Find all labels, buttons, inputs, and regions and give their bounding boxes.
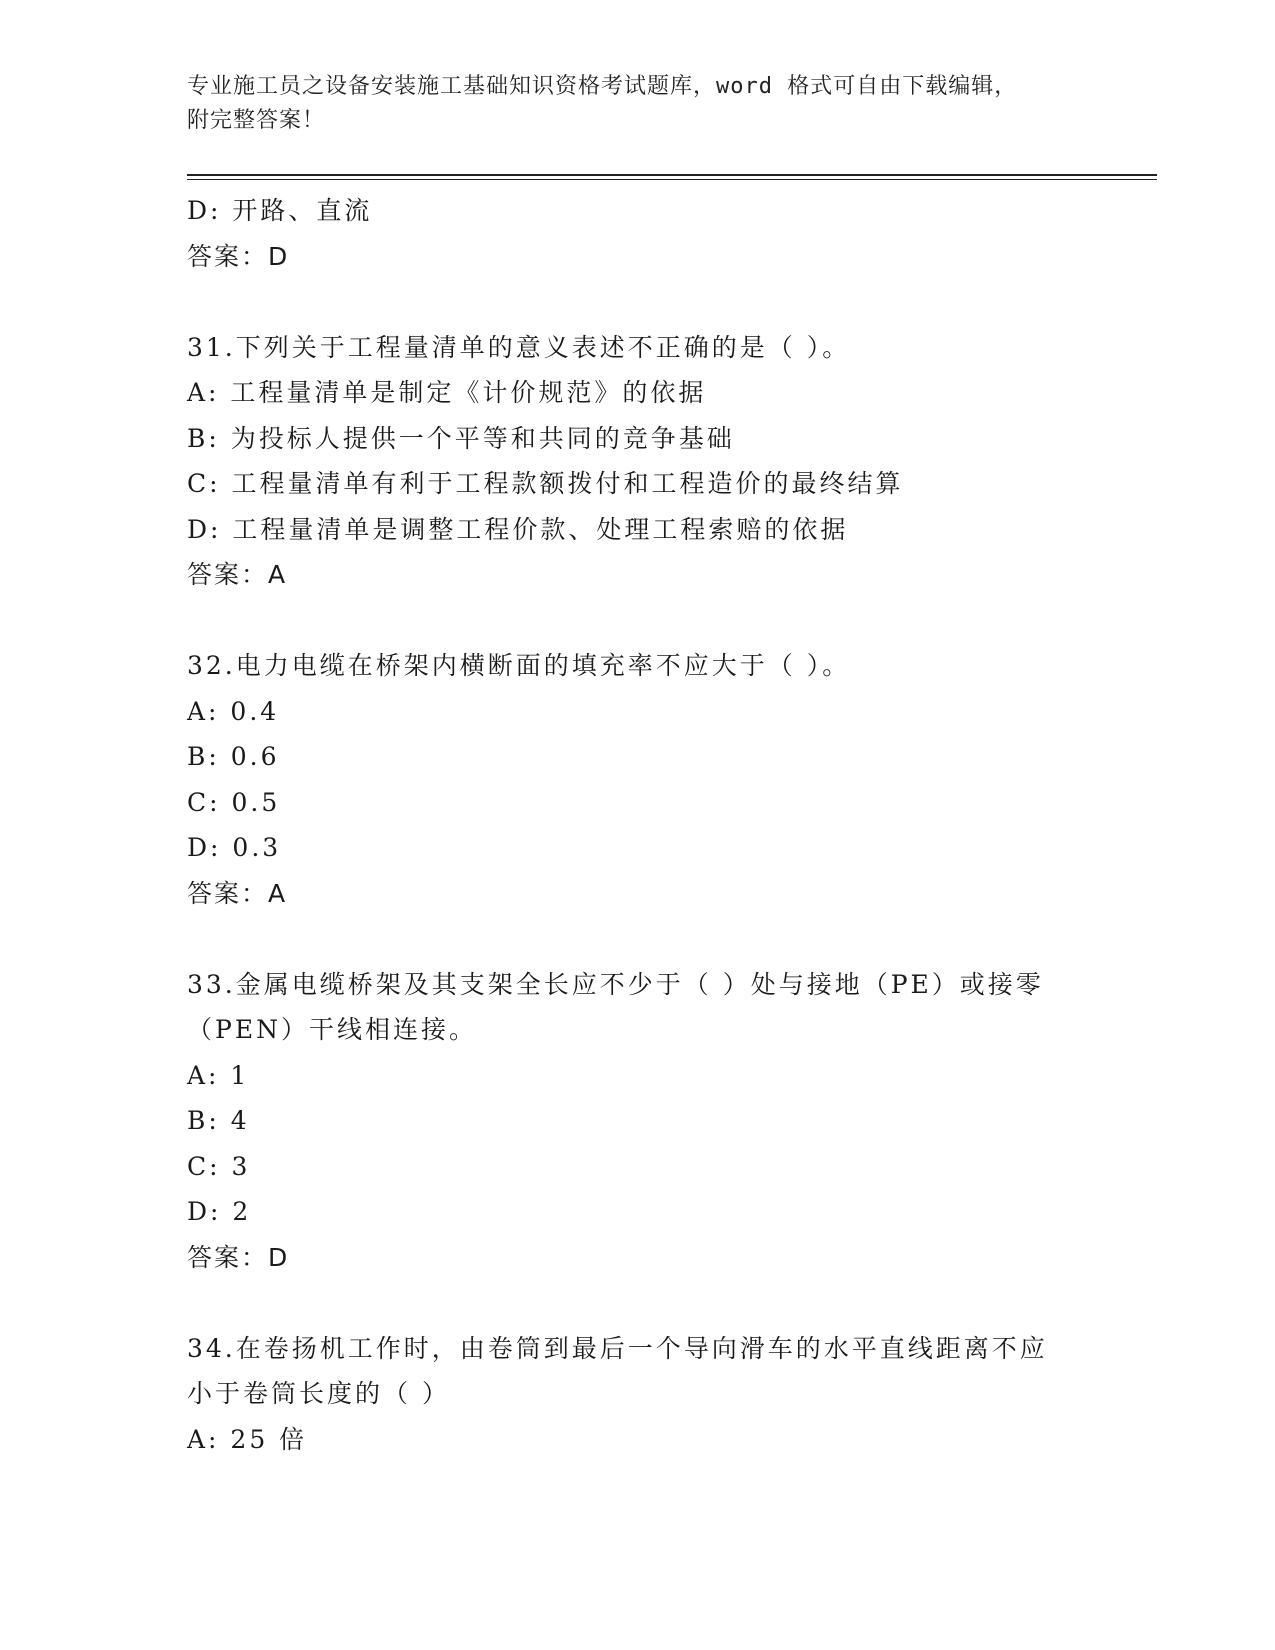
answer-label: 答案：D xyxy=(187,241,290,271)
question-stem: 31.下列关于工程量清单的意义表述不正确的是（ ）。 xyxy=(187,332,851,362)
option-b: B: 4 xyxy=(187,1106,250,1135)
question-stem-line-2: 小于卷筒长度的（ ） xyxy=(187,1379,450,1408)
header-line-1: 专业施工员之设备安装施工基础知识资格考试题库，word 格式可自由下载编辑， xyxy=(187,74,1018,99)
question-34 xyxy=(187,1326,1157,1463)
spacer xyxy=(187,598,1157,644)
spacer xyxy=(187,1280,1157,1326)
question-32 xyxy=(187,643,1157,916)
option-a: A: 工程量清单是制定《计价规范》的依据 xyxy=(187,378,707,407)
header-divider xyxy=(187,174,1157,180)
option-b: B: 为投标人提供一个平等和共同的竞争基础 xyxy=(187,423,735,453)
question-stem: 32.电力电缆在桥架内横断面的填充率不应大于（ ）。 xyxy=(187,651,851,680)
option-c: C: 工程量清单有利于工程款额拨付和工程造价的最终结算 xyxy=(187,469,904,498)
option-c: C: 0.5 xyxy=(187,787,281,817)
option-d: D: 2 xyxy=(187,1197,252,1226)
document-page xyxy=(187,70,1157,1462)
header-line-2: 附完整答案！ xyxy=(187,108,326,133)
question-31 xyxy=(187,325,1157,598)
option-d: D: 开路、直流 xyxy=(187,196,373,225)
answer-label: 答案：A xyxy=(187,560,288,589)
document-header xyxy=(187,70,1067,138)
answer-label: 答案：A xyxy=(187,878,288,908)
question-stem-line-1: 34.在卷扬机工作时，由卷筒到最后一个导向滑车的水平直线距离不应 xyxy=(187,1333,1048,1363)
option-c: C: 3 xyxy=(187,1151,251,1181)
option-d: D: 0.3 xyxy=(187,833,282,862)
question-stem-line-2: （PEN）干线相连接。 xyxy=(187,1015,477,1044)
question-stem-line-1: 33.金属电缆桥架及其支架全长应不少于（ ）处与接地（PE）或接零 xyxy=(187,969,1044,999)
answer-label: 答案：D xyxy=(187,1242,290,1272)
option-b: B: 0.6 xyxy=(187,742,280,771)
option-a: A: 1 xyxy=(187,1060,250,1090)
spacer xyxy=(187,916,1157,962)
option-d: D: 工程量清单是调整工程价款、处理工程索赔的依据 xyxy=(187,514,849,544)
option-a: A: 0.4 xyxy=(187,696,280,726)
question-33 xyxy=(187,962,1157,1281)
option-a: A: 25 倍 xyxy=(187,1424,308,1454)
question-list xyxy=(187,188,1157,1462)
spacer xyxy=(187,279,1157,325)
